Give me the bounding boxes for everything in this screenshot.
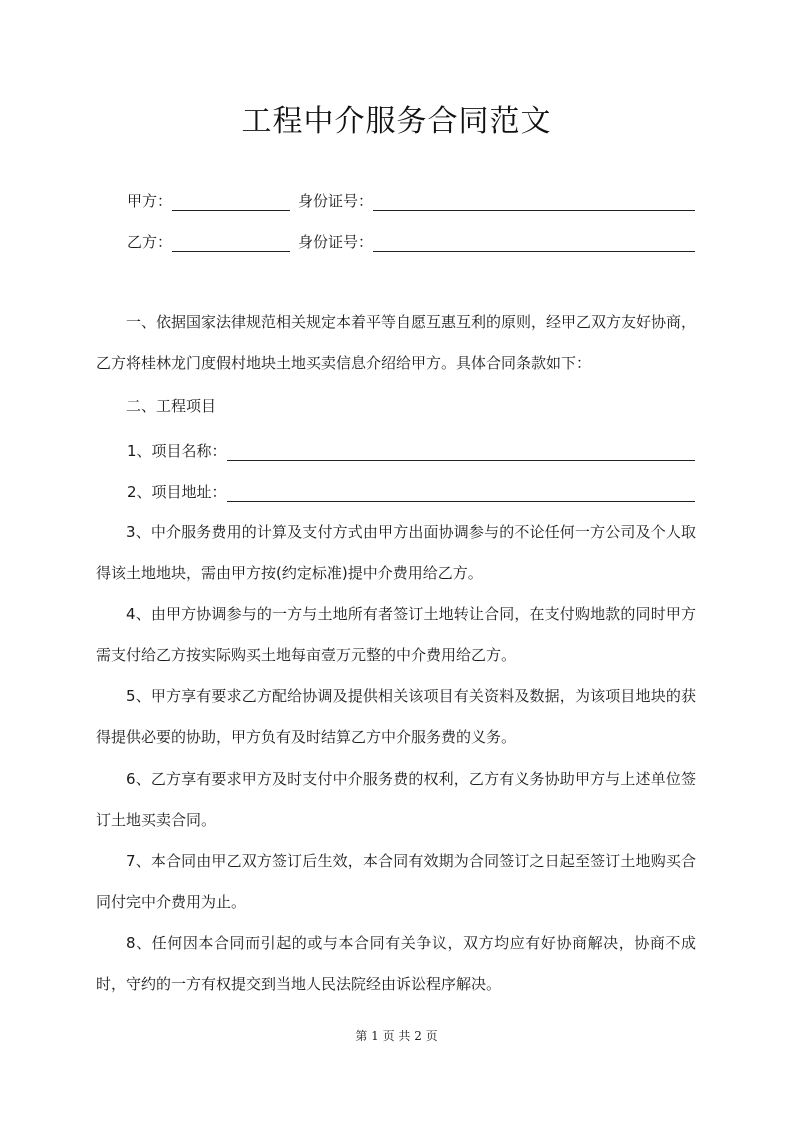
clause-4: 4、由甲方协调参与的一方与土地所有者签订土地转让合同，在支付购地款的同时甲方需支付给乙方按实际购买土地每亩壹万元整的中介费用给乙方。 [96, 605, 696, 664]
page-number: 第 1 页 共 2 页 [355, 1029, 438, 1043]
party-a-name-blank[interactable] [172, 192, 290, 211]
party-b-id-label: 身份证号： [298, 233, 374, 251]
party-a-label: 甲方： [127, 192, 173, 210]
project-address-label: 2、项目地址： [127, 483, 227, 501]
clause-6: 6、乙方享有要求甲方及时支付中介服务费的权利，乙方有义务协助甲方与上述单位签订土地买卖合同。 [96, 770, 696, 829]
project-address-row [127, 478, 695, 502]
project-name-label: 1、项目名称： [127, 442, 227, 460]
clause-2-heading: 二、工程项目 [126, 397, 217, 415]
clause-5: 5、甲方享有要求乙方配给协调及提供相关该项目有关资料及数据，为该项目地块的获得提供必要的协助，甲方负有及时结算乙方中介服务费的义务。 [96, 687, 696, 746]
project-name-blank[interactable] [227, 442, 695, 461]
clause-8: 8、任何因本合同而引起的或与本合同有关争议，双方均应有好协商解决，协商不成时，守约的一方有权提交到当地人民法院经由诉讼程序解决。 [96, 934, 696, 993]
document-title: 工程中介服务合同范文 [241, 104, 552, 139]
clause-7: 7、本合同由甲乙双方签订后生效，本合同有效期为合同签订之日起至签订土地购买合同付完中介费用为止。 [96, 852, 696, 911]
clause-1: 一、依据国家法律规范相关规定本着平等自愿互惠互利的原则，经甲乙双方友好协商，乙方将桂林龙门度假村地块土地买卖信息介绍给甲方。具体合同条款如下： [96, 313, 697, 372]
party-a-id-label: 身份证号： [298, 192, 374, 210]
project-address-blank[interactable] [227, 483, 695, 502]
project-name-row [127, 437, 695, 461]
party-a-row [127, 187, 695, 211]
party-b-id-blank[interactable] [373, 233, 695, 252]
clause-3: 3、中介服务费用的计算及支付方式由甲方出面协调参与的不论任何一方公司及个人取得该土地地块，需由甲方按(约定标准)提中介费用给乙方。 [96, 523, 696, 582]
party-b-label: 乙方： [127, 233, 173, 251]
party-a-id-blank[interactable] [373, 192, 695, 211]
party-b-row [127, 228, 695, 252]
party-b-name-blank[interactable] [172, 233, 290, 252]
